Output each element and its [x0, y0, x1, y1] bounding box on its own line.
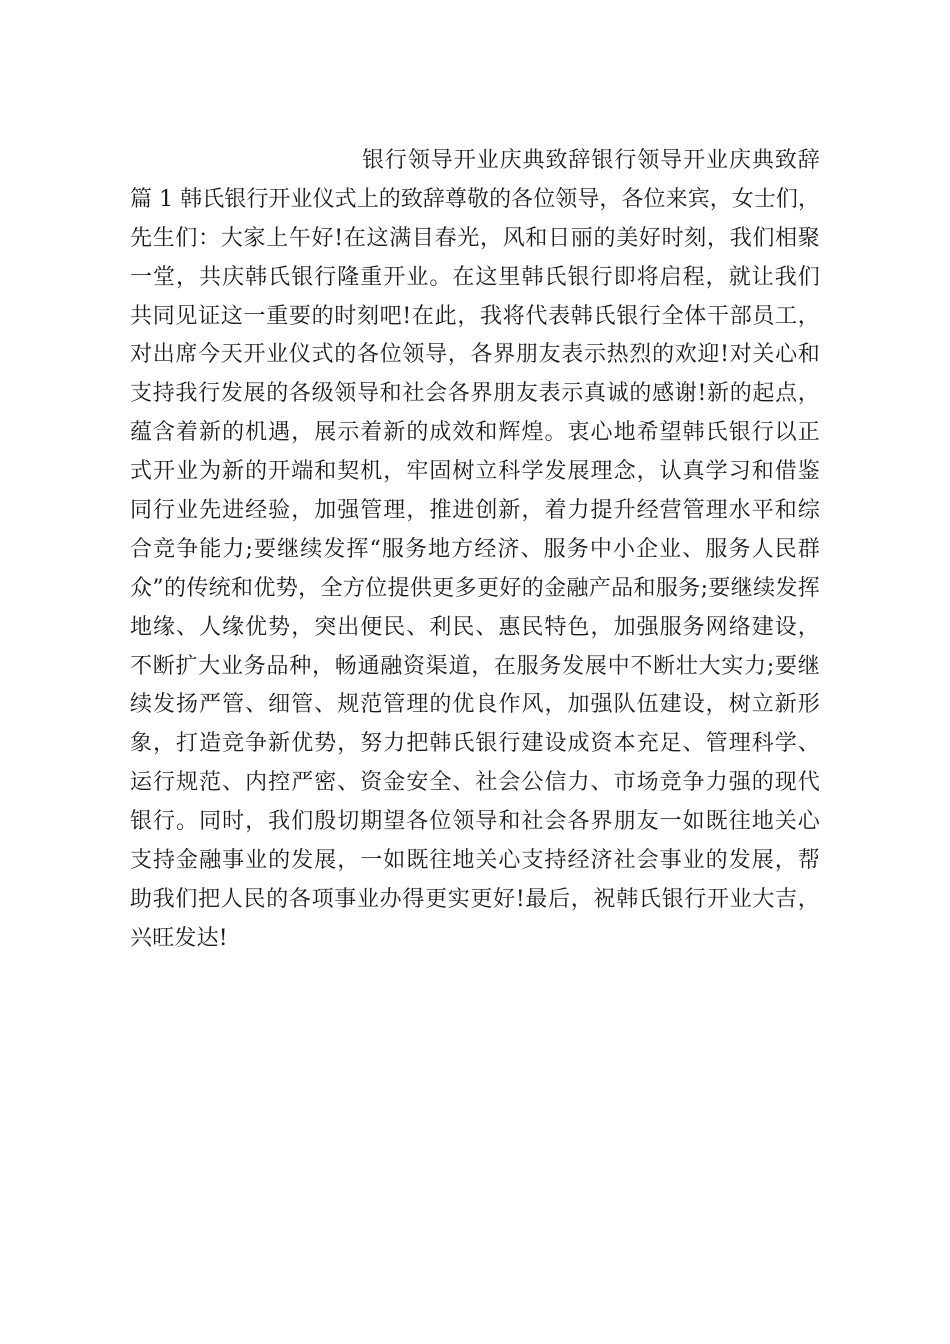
title-line: 银行领导开业庆典致辞银行领导开业庆典致辞 — [362, 148, 820, 173]
text-line: 银行。同时，我们殷切期望各位领导和社会各界朋友一如既往地关心 — [130, 809, 820, 835]
text-line: 不断扩大业务品种，畅通融资渠道，在服务发展中不断壮大实力;要继 — [130, 653, 820, 679]
text-line: 对出席今天开业仪式的各位领导，各界朋友表示热烈的欢迎!对关心和 — [130, 342, 820, 368]
text-line: 篇 1 韩氏银行开业仪式上的致辞尊敬的各位领导，各位来宾，女士们， — [130, 186, 820, 212]
text-line: 地缘、人缘优势，突出便民、利民、惠民特色，加强服务网络建设， — [130, 614, 820, 640]
text-line: 续发扬严管、细管、规范管理的优良作风，加强队伍建设，树立新形 — [130, 692, 820, 718]
text-line: 合竞争能力;要继续发挥“服务地方经济、服务中小企业、服务人民群 — [130, 536, 820, 562]
text-line: 助我们把人民的各项事业办得更实更好!最后，祝韩氏银行开业大吉， — [130, 886, 820, 912]
text-line: 蕴含着新的机遇，展示着新的成效和辉煌。衷心地希望韩氏银行以正 — [130, 420, 820, 446]
text-line: 兴旺发达! — [130, 925, 228, 951]
text-line: 先生们：大家上午好!在这满目春光，风和日丽的美好时刻，我们相聚 — [130, 225, 820, 251]
text-line: 象，打造竞争新优势，努力把韩氏银行建设成资本充足、管理科学、 — [130, 731, 820, 757]
text-line: 共同见证这一重要的时刻吧!在此，我将代表韩氏银行全体干部员工， — [130, 303, 820, 329]
text-line: 支持我行发展的各级领导和社会各界朋友表示真诚的感谢!新的起点， — [130, 381, 820, 407]
text-line: 支持金融事业的发展，一如既往地关心支持经济社会事业的发展，帮 — [130, 848, 820, 874]
text-line: 运行规范、内控严密、资金安全、社会公信力、市场竞争力强的现代 — [130, 770, 820, 796]
text-line: 一堂，共庆韩氏银行隆重开业。在这里韩氏银行即将启程，就让我们 — [130, 264, 820, 290]
body-text — [130, 142, 820, 959]
text-line: 式开业为新的开端和契机，牢固树立科学发展理念，认真学习和借鉴 — [130, 459, 820, 485]
text-line: 众”的传统和优势，全方位提供更多更好的金融产品和服务;要继续发挥 — [130, 575, 820, 601]
text-line: 同行业先进经验，加强管理，推进创新，着力提升经营管理水平和综 — [130, 498, 820, 524]
